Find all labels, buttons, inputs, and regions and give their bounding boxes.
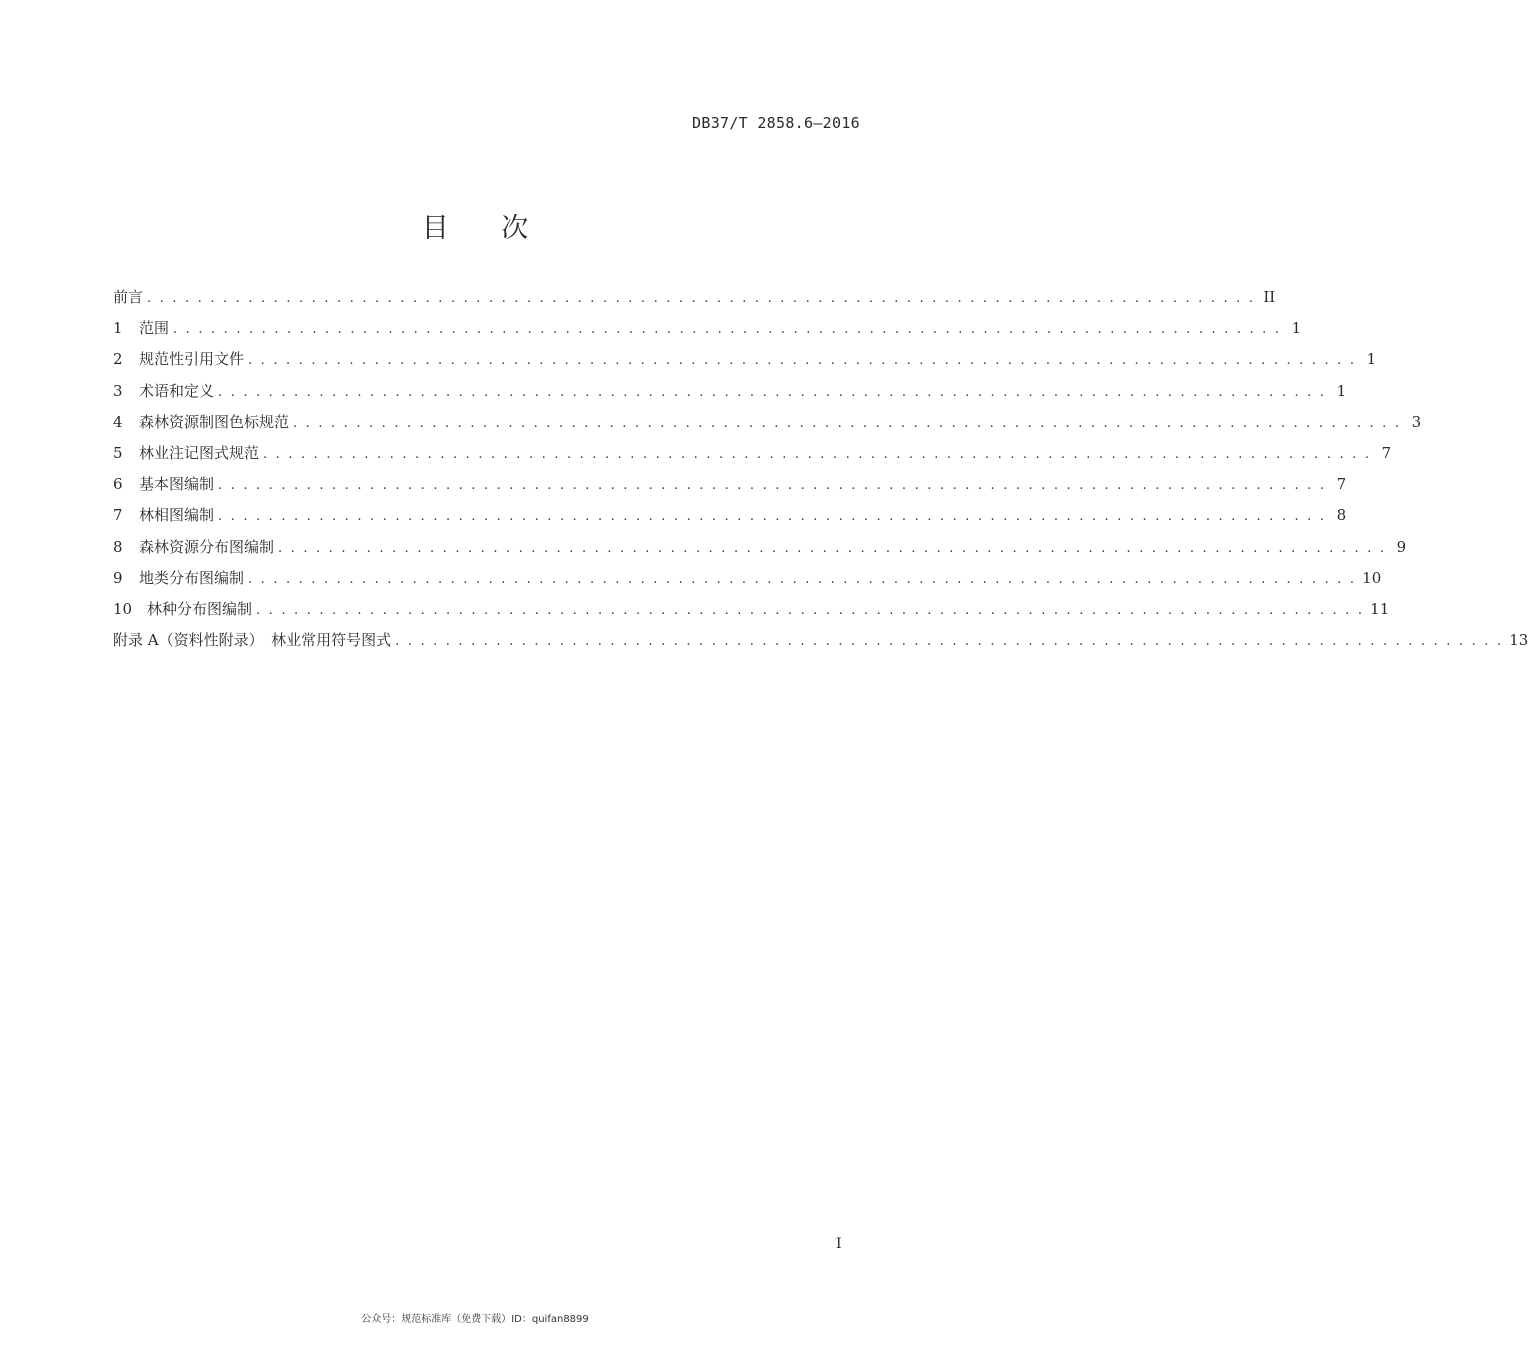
- toc-entry-stand-map[interactable]: [113, 500, 1347, 531]
- toc-leader-dots: . . . . . . . . . . . . . . . . . . . . . . . . . . . . . . . . . . . . . . . . . . . . . . . . . . . . . . . . . . . . . . . . . . . . . . . . . . . . . . . . . . . . . . . .: [278, 540, 1387, 556]
- toc-entry-title: 附录 A（资料性附录） 林业常用符号图式: [113, 631, 392, 650]
- toc-section-number: 10: [113, 599, 133, 618]
- toc-entry-title: 地类分布图编制: [139, 568, 245, 587]
- toc-entry-color-scale[interactable]: [113, 407, 1422, 438]
- page-title: 目 次: [421, 213, 551, 244]
- toc-entry-appendix-a[interactable]: [113, 625, 1528, 656]
- toc-leader-dots: . . . . . . . . . . . . . . . . . . . . . . . . . . . . . . . . . . . . . . . . . . . . . . . . . . . . . . . . . . . . . . . . . . . . . . . . . . . . . . . . . . . . . . . .: [293, 415, 1402, 431]
- toc-page-number: 1: [1366, 350, 1377, 369]
- toc-page-number: 11: [1370, 599, 1390, 618]
- toc-page-number: 10: [1362, 568, 1382, 587]
- toc-entry-title: 森林资源分布图编制: [139, 537, 275, 556]
- toc-page-number: 3: [1411, 412, 1422, 431]
- table-of-contents: [113, 282, 1528, 656]
- toc-entry-title: 术语和定义: [139, 381, 215, 400]
- toc-section-number: 2: [113, 350, 123, 369]
- toc-leader-dots: . . . . . . . . . . . . . . . . . . . . . . . . . . . . . . . . . . . . . . . . . . . . . . . . . . . . . . . . . . . . . . . . . . . . . . . . . . . . . . . . . . . . . . . .: [248, 571, 1357, 587]
- toc-page-number: 1: [1336, 381, 1347, 400]
- toc-page-number: 7: [1381, 443, 1392, 462]
- toc-page-number: 1: [1291, 319, 1302, 338]
- toc-entry-title: 前言: [113, 288, 144, 306]
- toc-entry-annotation[interactable]: [113, 438, 1392, 469]
- toc-section-number: 4: [113, 412, 123, 431]
- toc-section-number: 5: [113, 443, 123, 462]
- toc-page-number: 13: [1509, 631, 1528, 650]
- toc-section-number: 1: [113, 319, 123, 338]
- toc-entry-title: 林种分布图编制: [147, 599, 253, 618]
- toc-entry-foreword[interactable]: [113, 282, 1276, 313]
- toc-entry-title: 森林资源制图色标规范: [139, 412, 290, 431]
- toc-leader-dots: . . . . . . . . . . . . . . . . . . . . . . . . . . . . . . . . . . . . . . . . . . . . . . . . . . . . . . . . . . . . . . . . . . . . . . . . . . . . . . . . . . . . . . . .: [263, 446, 1372, 462]
- toc-entry-scope[interactable]: [113, 313, 1302, 344]
- toc-page-number: 8: [1336, 506, 1347, 525]
- toc-entry-land-type[interactable]: [113, 563, 1382, 594]
- toc-entry-forest-category[interactable]: [113, 594, 1390, 625]
- toc-entry-terms[interactable]: [113, 376, 1347, 407]
- toc-page-number: II: [1263, 288, 1276, 306]
- toc-entry-title: 林相图编制: [139, 506, 215, 525]
- watermark-text: 公众号：规范标准库（免费下载）ID：quifan8899: [361, 1314, 589, 1325]
- toc-leader-dots: . . . . . . . . . . . . . . . . . . . . . . . . . . . . . . . . . . . . . . . . . . . . . . . . . . . . . . . . . . . . . . . . . . . . . . . . . . . . . . . . . . . . . . . .: [218, 384, 1327, 400]
- toc-entry-resource-distribution[interactable]: [113, 532, 1407, 563]
- document-code: DB37/T 2858.6—2016: [692, 114, 860, 132]
- toc-entry-title: 规范性引用文件: [139, 350, 245, 369]
- toc-section-number: 8: [113, 537, 123, 556]
- toc-section-number: 9: [113, 568, 123, 587]
- toc-entry-normative-references[interactable]: [113, 344, 1377, 375]
- toc-leader-dots: . . . . . . . . . . . . . . . . . . . . . . . . . . . . . . . . . . . . . . . . . . . . . . . . . . . . . . . . . . . . . . . . . . . . . . . . . . . . . . . . . . . . . . . .: [395, 634, 1504, 650]
- page-number: I: [836, 1236, 842, 1252]
- toc-entry-title: 基本图编制: [139, 475, 215, 494]
- toc-leader-dots: . . . . . . . . . . . . . . . . . . . . . . . . . . . . . . . . . . . . . . . . . . . . . . . . . . . . . . . . . . . . . . . . . . . . . . . . . . . . . . . . . . . . . . . .: [248, 353, 1357, 369]
- toc-leader-dots: . . . . . . . . . . . . . . . . . . . . . . . . . . . . . . . . . . . . . . . . . . . . . . . . . . . . . . . . . . . . . . . . . . . . . . . . . . . . . . . . . . . . . . . .: [218, 478, 1327, 494]
- toc-leader-dots: . . . . . . . . . . . . . . . . . . . . . . . . . . . . . . . . . . . . . . . . . . . . . . . . . . . . . . . . . . . . . . . . . . . . . . . . . . . . . . . . . . . . . . . .: [173, 322, 1282, 338]
- toc-entry-base-map[interactable]: [113, 469, 1347, 500]
- toc-page-number: 9: [1396, 537, 1407, 556]
- toc-section-number: 6: [113, 475, 123, 494]
- toc-entry-title: 范围: [139, 319, 170, 338]
- toc-page-number: 7: [1336, 475, 1347, 494]
- toc-section-number: 3: [113, 381, 123, 400]
- toc-leader-dots: . . . . . . . . . . . . . . . . . . . . . . . . . . . . . . . . . . . . . . . . . . . . . . . . . . . . . . . . . . . . . . . . . . . . . . . . . . . . . . . . . . . . . . . .: [256, 602, 1365, 618]
- toc-leader-dots: . . . . . . . . . . . . . . . . . . . . . . . . . . . . . . . . . . . . . . . . . . . . . . . . . . . . . . . . . . . . . . . . . . . . . . . . . . . . . . . . . . . . . . . .: [147, 291, 1256, 306]
- toc-entry-title: 林业注记图式规范: [139, 443, 260, 462]
- toc-leader-dots: . . . . . . . . . . . . . . . . . . . . . . . . . . . . . . . . . . . . . . . . . . . . . . . . . . . . . . . . . . . . . . . . . . . . . . . . . . . . . . . . . . . . . . . .: [218, 509, 1327, 525]
- toc-section-number: 7: [113, 506, 123, 525]
